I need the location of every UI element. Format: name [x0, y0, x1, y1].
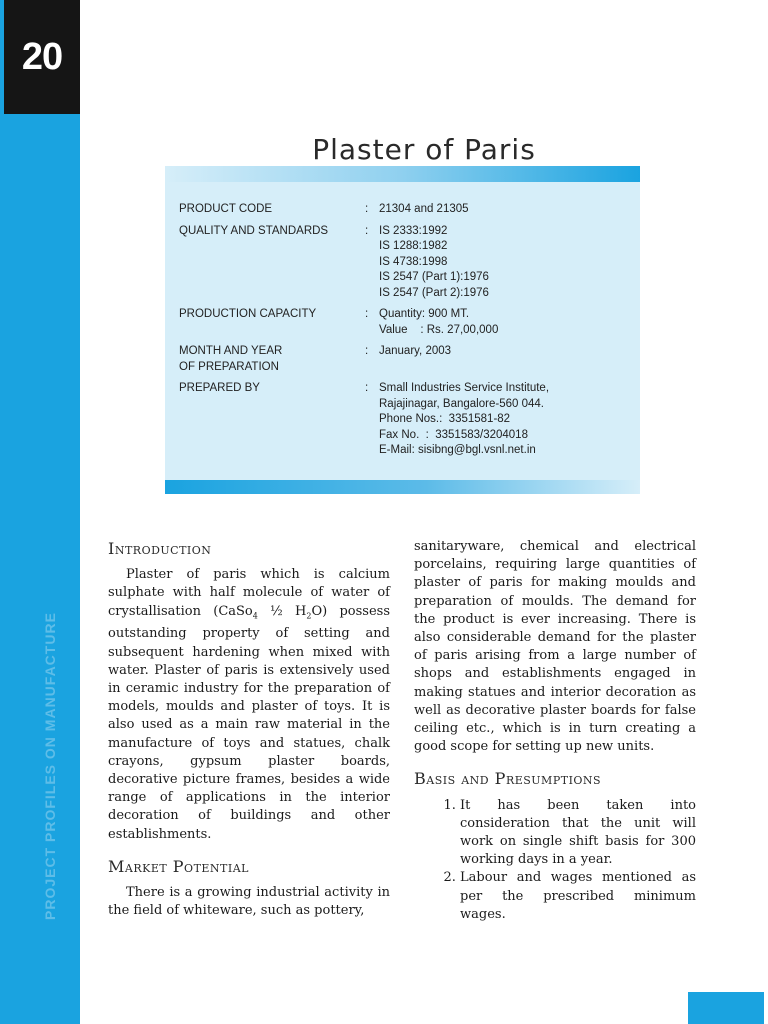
page-title: Plaster of Paris [312, 132, 536, 166]
market-paragraph-start: There is a growing industrial activity in the field of whiteware, such as pottery, [108, 885, 390, 919]
market-potential-heading: Market Potential [108, 856, 249, 876]
info-table [179, 202, 629, 465]
separator: : [365, 203, 369, 215]
page-corner-tab [688, 992, 764, 1024]
info-box-bottom-bar [165, 480, 640, 494]
introduction-heading: Introduction [108, 539, 212, 558]
product-code-label: PRODUCT CODE [179, 203, 273, 215]
month-label-line: OF PREPARATION [179, 360, 279, 373]
separator: : [365, 308, 369, 320]
month-row [179, 344, 629, 375]
product-code-value: 21304 and 21305 [379, 203, 469, 215]
product-info-box [165, 166, 640, 494]
vertical-side-text: PROJECT PROFILES ON MANUFACTURE [42, 612, 58, 920]
capacity-quantity: Quantity: 900 MT. [379, 308, 470, 320]
standard-item: IS 1288:1982 [379, 240, 448, 252]
subscript: 2 [306, 611, 312, 621]
info-box-top-bar [165, 166, 640, 182]
intro-text-part: ½ H [257, 603, 307, 619]
standard-item: IS 4738:1998 [379, 255, 448, 268]
prepared-row [179, 381, 629, 459]
address-line: Small Industries Service Institute, [379, 382, 550, 394]
basis-item: 1. It has been taken into consideration that the unit will work on single shift basis for 300 working days in a year. [460, 797, 696, 870]
separator: : [365, 345, 369, 357]
subscript: 4 [252, 611, 258, 621]
standard-item: IS 2547 (Part 2):1976 [379, 286, 489, 299]
standards-list [379, 224, 629, 302]
address-line: Rajajinagar, Bangalore-560 044. [379, 397, 544, 410]
introduction-paragraph [108, 566, 390, 844]
month-value: January, 2003 [379, 345, 452, 357]
standard-item: IS 2547 (Part 1):1976 [379, 271, 489, 283]
quality-row [179, 224, 629, 302]
intro-text-part: O) possess outstanding property of setting and subsequent hardening when mixed with water. Plaster of paris is extensively used in ceramic industry for the preparation of models, moulds and plaster of toys. It is also used as a main raw material in the manufacture of toys and statues, chalk crayons, gypsum plaster boards, decorative picture frames, besides a wide range of applications in the interior decoration of buildings and other establishments. [108, 603, 390, 842]
basis-list [414, 797, 696, 924]
fax-line: Fax No. : 3351583/3204018 [379, 428, 528, 441]
phone-line: Phone Nos.: 3351581-82 [379, 413, 511, 425]
separator: : [365, 224, 369, 237]
month-label [179, 344, 365, 375]
capacity-value: Value : Rs. 27,00,000 [379, 323, 499, 336]
prepared-by-address [379, 381, 629, 459]
basis-heading: Basis and Presumptions [414, 769, 602, 789]
left-column [108, 540, 390, 920]
chapter-number-box [4, 0, 80, 114]
quality-label: QUALITY AND STANDARDS [179, 224, 329, 237]
right-column [414, 538, 696, 924]
month-label-line: MONTH AND YEAR [179, 345, 283, 357]
capacity-row [179, 307, 629, 338]
product-code-row [179, 202, 629, 218]
market-paragraph-continued: sanitaryware, chemical and electrical porcelains, requiring large quantities of plaster of paris for making moulds and preparation of moulds. The demand for the product is ever increasing. There is also considerable demand for the plaster of paris arising from a large number of shops and establishments engaged in making statues and interior decoration as well as decorative plaster boards for false ceiling etc., which is in turn creating a good scope for setting up new units. [414, 539, 696, 755]
prepared-label: PREPARED BY [179, 382, 260, 394]
intro-text-part: Plaster of paris which is calcium sulphate with half molecule of water of crystallisation (CaSo [108, 567, 390, 619]
capacity-label: PRODUCTION CAPACITY [179, 308, 317, 320]
separator: : [365, 382, 369, 394]
capacity-values [379, 307, 629, 338]
basis-item: 2. Labour and wages mentioned as per the prescribed minimum wages. [460, 869, 696, 924]
email-line: E-Mail: sisibng@bgl.vsnl.net.in [379, 444, 536, 456]
left-color-band [0, 0, 80, 1024]
standard-item: IS 2333:1992 [379, 224, 448, 237]
chapter-number: 20 [21, 35, 63, 78]
